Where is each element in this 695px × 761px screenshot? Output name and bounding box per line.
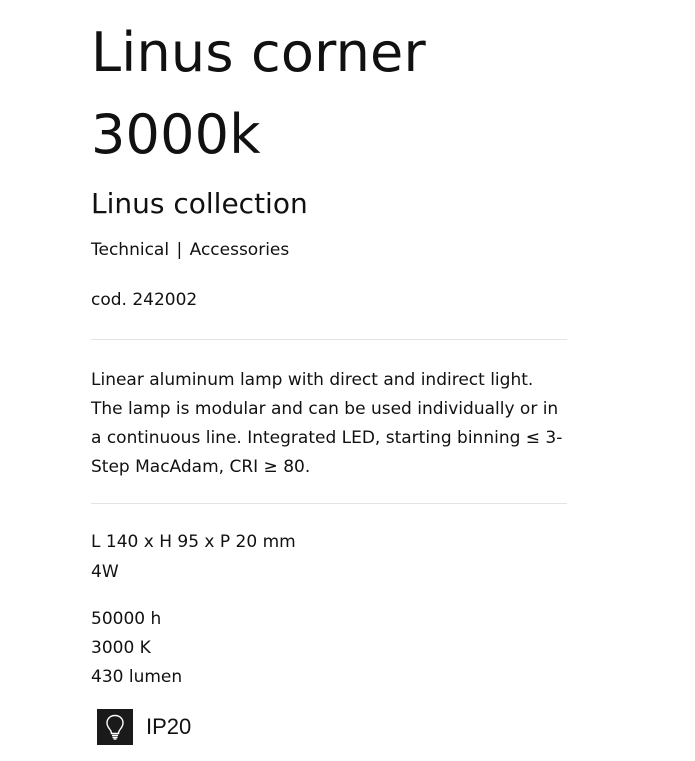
category-accessories: Accessories xyxy=(189,240,290,260)
category-separator: | xyxy=(176,240,183,260)
category-breadcrumb xyxy=(91,237,289,263)
collection-name: Linus collection xyxy=(91,187,308,220)
spec-dimensions: L 140 x H 95 x P 20 mm xyxy=(91,532,296,552)
description-line: Step MacAdam, CRI ≥ 80. xyxy=(91,457,311,477)
bulb-icon xyxy=(97,709,133,745)
description-line: Linear aluminum lamp with direct and indirect light. xyxy=(91,370,534,390)
product-title xyxy=(91,12,611,176)
divider xyxy=(91,339,567,340)
spec-lifetime: 50000 h xyxy=(91,609,162,629)
ip-rating-label: IP20 xyxy=(146,714,192,739)
spec-luminous-flux: 430 lumen xyxy=(91,667,183,687)
description-line: a continuous line. Integrated LED, starting binning ≤ 3- xyxy=(91,428,563,448)
category-technical: Technical xyxy=(91,240,170,260)
product-title-line-2: 3000k xyxy=(91,103,261,166)
spec-power: 4W xyxy=(91,562,119,582)
spec-color-temperature: 3000 K xyxy=(91,638,151,658)
product-code: cod. 242002 xyxy=(91,290,198,310)
ip-rating xyxy=(97,709,191,745)
divider xyxy=(91,503,567,504)
description-line: The lamp is modular and can be used individually or in xyxy=(91,399,559,419)
product-description xyxy=(91,366,571,482)
product-title-line-1: Linus corner xyxy=(91,21,426,84)
